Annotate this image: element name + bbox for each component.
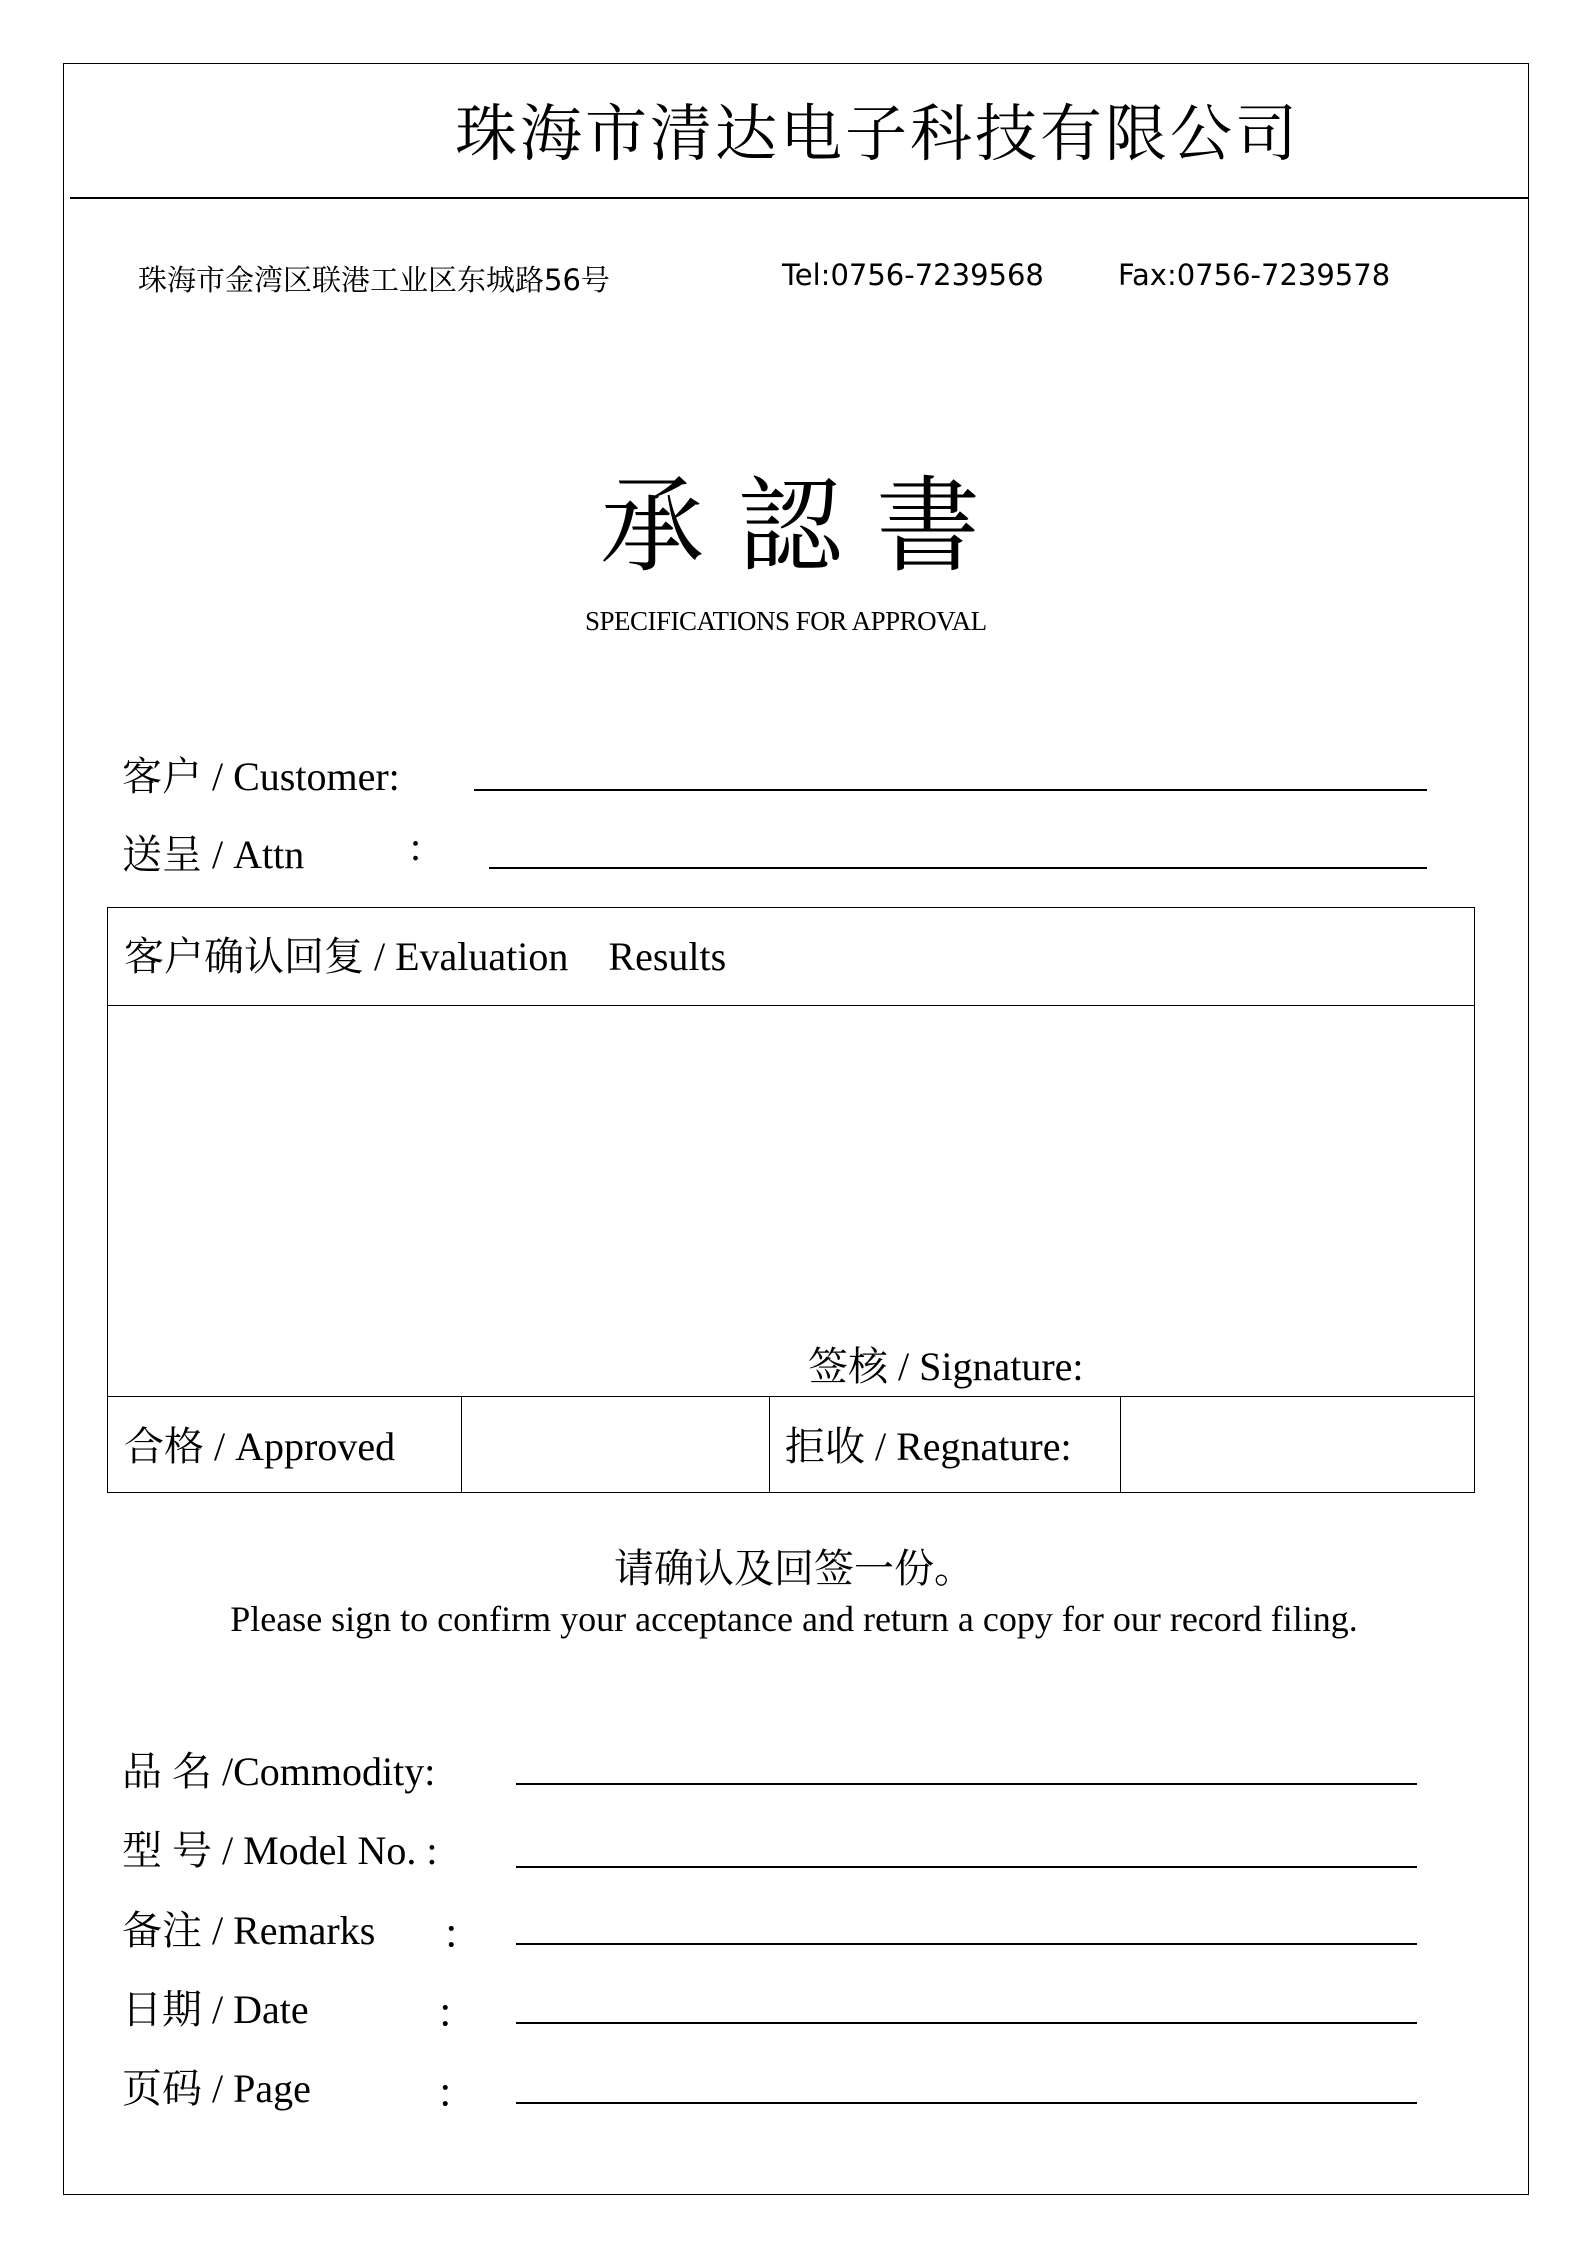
confirm-text-english: Please sign to confirm your acceptance and return a copy for our record filing.	[230, 1599, 1358, 1639]
company-fax: Fax:0756-7239578	[1118, 258, 1391, 292]
rejected-signature-cell[interactable]	[1122, 1398, 1473, 1491]
model-field[interactable]	[516, 1866, 1417, 1868]
date-colon: ：	[436, 1991, 476, 2036]
model-label: 型 号 / Model No. :	[122, 1828, 438, 1873]
column-divider-2	[769, 1396, 770, 1493]
document-title: 承認書	[600, 465, 1015, 587]
company-name: 珠海市清达电子科技有限公司	[455, 97, 1301, 170]
evaluation-header: 客户确认回复 / Evaluation Results	[124, 934, 727, 979]
page-field[interactable]	[516, 2102, 1417, 2104]
attn-label: 送呈 / Attn	[122, 832, 305, 877]
column-divider-1	[461, 1396, 462, 1493]
commodity-field[interactable]	[516, 1783, 1417, 1785]
confirm-text-chinese: 请确认及回签一份。	[614, 1546, 974, 1592]
page-colon: ：	[436, 2071, 476, 2116]
customer-label: 客户 / Customer:	[122, 754, 400, 799]
approved-signature-cell[interactable]	[463, 1398, 767, 1491]
attn-field[interactable]	[489, 867, 1427, 869]
customer-field[interactable]	[474, 789, 1427, 791]
date-label: 日期 / Date	[122, 1987, 309, 2032]
page-label: 页码 / Page	[122, 2066, 311, 2111]
evaluation-row-divider	[107, 1396, 1475, 1397]
date-field[interactable]	[516, 2022, 1417, 2024]
header-divider	[70, 197, 1528, 199]
rejected-label: 拒收 / Regnature:	[785, 1424, 1072, 1469]
remarks-field[interactable]	[516, 1943, 1417, 1945]
evaluation-comment-area[interactable]	[109, 1007, 1473, 1395]
signature-label: 签核 / Signature:	[808, 1344, 1084, 1389]
attn-colon: :	[410, 824, 422, 869]
commodity-label: 品 名 /Commodity:	[122, 1749, 436, 1794]
column-divider-3	[1120, 1396, 1121, 1493]
evaluation-header-divider	[107, 1005, 1475, 1006]
company-tel: Tel:0756-7239568	[782, 258, 1044, 292]
remarks-colon: ：	[442, 1912, 482, 1957]
approved-label: 合格 / Approved	[124, 1424, 396, 1469]
company-address: 珠海市金湾区联港工业区东城路56号	[138, 263, 610, 297]
remarks-label: 备注 / Remarks	[122, 1908, 376, 1953]
document-subtitle: SPECIFICATIONS FOR APPROVAL	[585, 606, 987, 636]
